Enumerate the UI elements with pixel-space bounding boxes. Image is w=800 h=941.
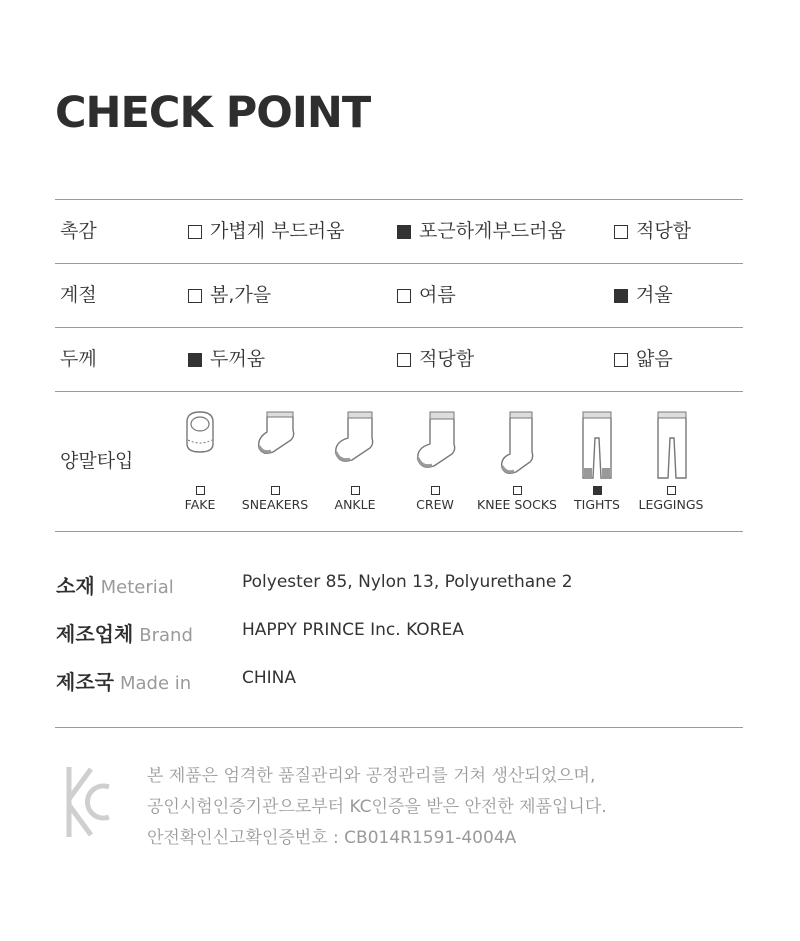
checkbox-checked [397,225,411,239]
checkbox [188,289,202,303]
checkbox [614,353,628,367]
option-thick: 두꺼움 [188,350,265,369]
knee-sock-icon [498,410,538,478]
divider [55,327,743,328]
checkbox [397,353,411,367]
sock-label-fake: FAKE [184,497,216,512]
checkbox-checked [614,289,628,303]
checkbox-checked [188,353,202,367]
kc-notice-line-1: 본 제품은 엄격한 품질관리와 공정관리를 거쳐 생산되었으며, [147,766,596,786]
sock-label-leggings: LEGGINGS [638,497,704,512]
checkbox [397,289,411,303]
sneaker-sock-icon [255,410,297,458]
option-summer: 여름 [397,286,456,305]
option-light-soft: 가볍게 부드러움 [188,222,345,241]
sock-label-sneakers: SNEAKERS [241,497,309,512]
ankle-sock-icon [332,410,376,466]
divider [55,263,743,264]
row-label-season: 계절 [60,284,97,306]
info-key-material: 소재 Meterial [56,574,174,598]
divider [55,727,743,728]
fake-sock-icon [183,410,217,454]
option-winter: 겨울 [614,286,673,305]
sock-label-knee-socks: KNEE SOCKS [477,497,557,512]
sock-label-ankle: ANKLE [334,497,376,512]
checkbox-ankle [351,486,360,495]
option-moderate-thickness: 적당함 [397,350,474,369]
checkbox-leggings [667,486,676,495]
option-thin: 얇음 [614,350,673,369]
option-moderate: 적당함 [614,222,691,241]
checkbox-fake [196,486,205,495]
divider [55,531,743,532]
kc-certification-logo-icon [63,765,113,843]
info-value-material: Polyester 85, Nylon 13, Polyurethane 2 [242,572,573,592]
checkbox-knee-socks [513,486,522,495]
checkbox [188,225,202,239]
info-key-brand: 제조업체 Brand [56,622,193,646]
kc-notice-line-2: 공인시험인증기관으로부터 KC인증을 받은 안전한 제품입니다. [147,797,607,817]
row-label-thickness: 두께 [60,348,97,370]
page-title: CHECK POINT [55,88,371,138]
divider [55,199,743,200]
checkbox-crew [431,486,440,495]
checkbox [614,225,628,239]
info-key-made-in: 제조국 Made in [56,670,192,694]
row-label-sock-type: 양말타입 [60,450,134,472]
row-label-texture: 촉감 [60,220,97,242]
crew-sock-icon [412,410,458,472]
info-value-made-in: CHINA [242,668,297,688]
divider [55,391,743,392]
tights-icon [580,410,614,482]
checkbox-sneakers [271,486,280,495]
kc-certificate-number: 안전확인신고확인증번호 : CB014R1591-4004A [147,828,517,848]
checkbox-tights-checked [593,486,602,495]
option-cozy-soft: 포근하게부드러움 [397,222,566,241]
option-spring-fall: 봄,가을 [188,286,271,305]
sock-label-tights: TIGHTS [574,497,620,512]
leggings-icon [655,410,689,482]
info-value-brand: HAPPY PRINCE Inc. KOREA [242,620,464,640]
sock-label-crew: CREW [416,497,454,512]
